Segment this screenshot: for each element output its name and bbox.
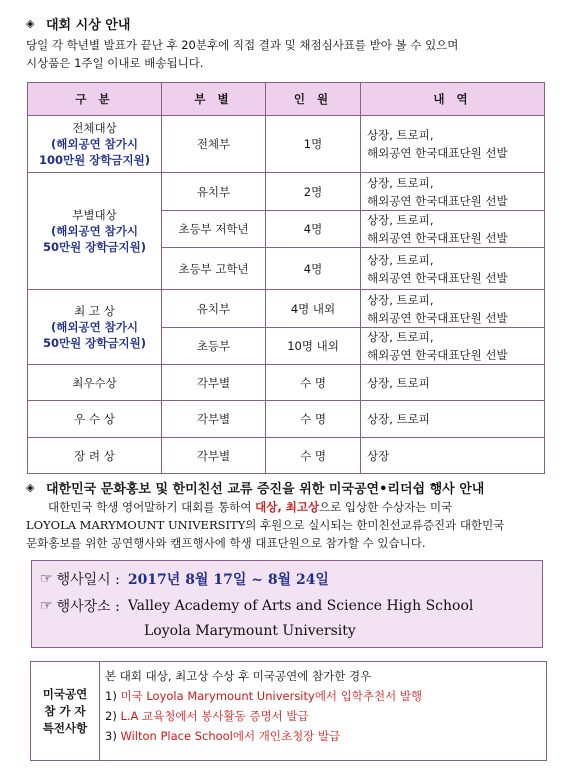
- list-number: 3): [105, 729, 117, 743]
- col-header-category: 구 분: [28, 83, 162, 116]
- table-row: [28, 173, 545, 211]
- benefit-label-line: 참 가 자: [44, 703, 86, 718]
- detail-cell: [361, 211, 545, 248]
- count-cell: 수 명: [266, 401, 361, 438]
- detail-line: 상장, 트로피,: [367, 175, 434, 190]
- awards-intro: [26, 36, 546, 72]
- benefit-label: [31, 662, 100, 760]
- section-title-text: 대회 시상 안내: [46, 18, 131, 33]
- table-row: [28, 401, 545, 438]
- division-cell: 초등부 고학년: [162, 248, 266, 290]
- detail-cell: 상장: [361, 438, 545, 474]
- benefit-intro: 본 대회 대상, 최고상 수상 후 미국공연에 참가한 경우: [105, 669, 372, 683]
- event-place-value: Valley Academy of Arts and Science High School: [127, 598, 474, 614]
- division-cell: 각부별: [162, 438, 266, 474]
- category-cell: 최우수상: [28, 365, 162, 401]
- detail-cell: 상장, 트로피: [361, 401, 545, 438]
- event-intro-line2: LOYOLA MARYMOUNT UNIVERSITY의 후원으로 실시되는 한미친선교류증진과 대한민국: [26, 518, 505, 532]
- category-cell: 장 려 상: [28, 438, 162, 474]
- category-note: 100만원 장학금지원): [38, 153, 151, 167]
- benefit-list: [105, 666, 541, 746]
- event-place-value: Loyola Marymount University: [144, 623, 356, 639]
- detail-line: 해외공연 한국대표단원 선발: [367, 270, 508, 285]
- category-note: (해외공연 참가시: [50, 320, 139, 334]
- detail-line: 해외공연 한국대표단원 선발: [367, 310, 508, 325]
- diamond-bullet-icon: ◈: [26, 17, 35, 30]
- intro-text: 으로 입상한 수상자는 미국: [319, 500, 453, 514]
- section-title-event: [26, 478, 484, 497]
- event-info-box: [31, 560, 543, 648]
- count-cell: 4명 내외: [266, 290, 361, 328]
- event-date-value: 2017년 8월 17일 ~ 8월 24일: [127, 572, 329, 588]
- division-cell: 전체부: [162, 116, 266, 173]
- detail-cell: 상장, 트로피: [361, 365, 545, 401]
- list-item: [105, 686, 541, 706]
- table-row: [28, 365, 545, 401]
- table-header-row: [28, 83, 545, 116]
- category-cell: [28, 290, 162, 365]
- table-row: [28, 116, 545, 173]
- division-cell: 유치부: [162, 173, 266, 211]
- division-cell: 유치부: [162, 290, 266, 328]
- diamond-bullet-icon: ◈: [26, 481, 35, 494]
- count-cell: 수 명: [266, 438, 361, 474]
- category-name: 최 고 상: [74, 304, 115, 318]
- count-cell: 1명: [266, 116, 361, 173]
- list-number: 2): [105, 709, 117, 723]
- detail-line: 상장, 트로피,: [367, 292, 434, 307]
- awards-intro-line2: 시상품은 1주일 이내로 배송됩니다.: [26, 56, 204, 70]
- event-date-row: [40, 569, 329, 589]
- detail-cell: [361, 248, 545, 290]
- division-cell: 초등부 저학년: [162, 211, 266, 248]
- detail-cell: [361, 116, 545, 173]
- col-header-count: 인 원: [266, 83, 361, 116]
- division-cell: 각부별: [162, 401, 266, 438]
- benefit-item-text: L.A 교육청에서 봉사활동 증명서 발급: [120, 709, 309, 723]
- count-cell: 2명: [266, 173, 361, 211]
- event-intro: [26, 498, 546, 552]
- awards-table: [27, 82, 545, 474]
- detail-line: 해외공연 한국대표단원 선발: [367, 348, 508, 362]
- event-place-label: 행사장소 :: [56, 599, 120, 615]
- category-cell: 우 수 상: [28, 401, 162, 438]
- count-cell: 수 명: [266, 365, 361, 401]
- division-cell: 각부별: [162, 365, 266, 401]
- category-note: (해외공연 참가시: [50, 137, 139, 151]
- benefit-label-line: 특전사항: [42, 720, 88, 735]
- category-cell: [28, 173, 162, 290]
- detail-cell: [361, 290, 545, 328]
- detail-line: 상장, 트로피,: [367, 330, 434, 344]
- division-cell: 초등부: [162, 328, 266, 365]
- count-cell: 4명: [266, 211, 361, 248]
- category-name: 전체대상: [72, 121, 117, 135]
- table-row: [28, 438, 545, 474]
- event-date-label: 행사일시 :: [56, 572, 120, 588]
- benefit-item-text: Wilton Place School에서 개인초청장 발급: [120, 729, 341, 743]
- table-row: [28, 290, 545, 328]
- benefit-label-line: 미국공연: [42, 686, 88, 701]
- intro-text: 대한민국 학생 영어말하기 대회를 통하여: [48, 500, 256, 514]
- count-cell: 10명 내외: [266, 328, 361, 365]
- detail-line: 해외공연 한국대표단원 선발: [367, 231, 508, 245]
- detail-line: 해외공연 한국대표단원 선발: [367, 146, 508, 160]
- detail-line: 상장, 트로피,: [367, 213, 434, 227]
- pointing-hand-icon: ☞: [40, 598, 53, 614]
- category-note: 50만원 장학금지원): [42, 336, 147, 350]
- benefit-box: [30, 661, 547, 761]
- detail-cell: [361, 328, 545, 365]
- event-place-row: [40, 596, 473, 616]
- benefit-item-text: 미국 Loyola Marymount University에서 입학추천서 발행: [120, 689, 423, 703]
- category-note: 50만원 장학금지원): [42, 240, 147, 254]
- event-intro-line3: 문화홍보를 위한 공연행사와 캠프행사에 학생 대표단원으로 참가할 수 있습니다.: [26, 536, 426, 550]
- intro-highlight: 대상, 최고상: [255, 500, 320, 514]
- event-place-row-2: [144, 623, 356, 639]
- section-title-awards: [26, 14, 130, 33]
- category-note: (해외공연 참가시: [50, 224, 139, 238]
- list-item: [105, 726, 541, 746]
- awards-intro-line1: 당일 각 학년별 발표가 끝난 후 20분후에 직접 결과 및 채점심사표를 받아 볼 수 있으며: [26, 38, 459, 52]
- category-name: 부별대상: [72, 208, 117, 222]
- detail-line: 상장, 트로피,: [367, 252, 434, 267]
- detail-line: 해외공연 한국대표단원 선발: [367, 193, 508, 208]
- pointing-hand-icon: ☞: [40, 571, 53, 587]
- event-intro-line1: [26, 498, 546, 516]
- detail-cell: [361, 173, 545, 211]
- section-title-text: 대한민국 문화홍보 및 한미친선 교류 증진을 위한 미국공연•리더쉽 행사 안내: [46, 482, 485, 497]
- count-cell: 4명: [266, 248, 361, 290]
- list-number: 1): [105, 689, 117, 703]
- category-cell: [28, 116, 162, 173]
- col-header-division: 부 별: [162, 83, 266, 116]
- col-header-detail: 내 역: [361, 83, 545, 116]
- list-item: [105, 706, 541, 726]
- detail-line: 상장, 트로피,: [367, 128, 434, 142]
